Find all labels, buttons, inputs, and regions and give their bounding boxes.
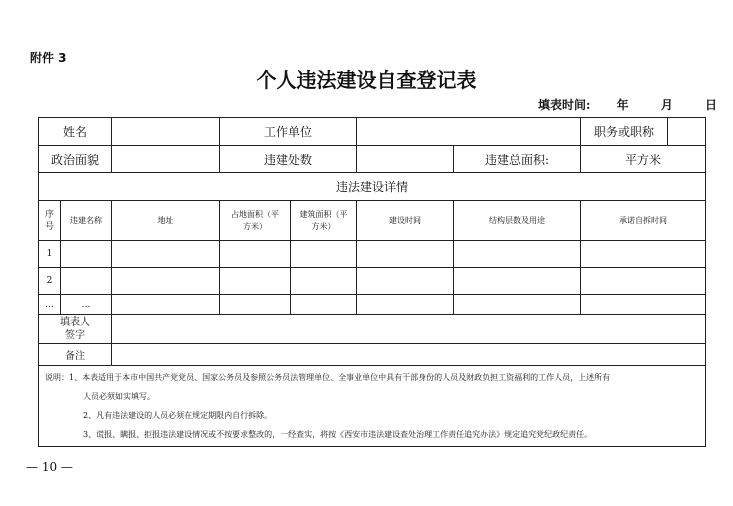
- col-name: 违建名称: [61, 201, 112, 241]
- notes: [39, 366, 706, 447]
- signer-field[interactable]: [112, 315, 706, 344]
- position-label: 职务或职称: [581, 118, 668, 145]
- table-row: [39, 295, 706, 315]
- col-build-time: 建设时间: [357, 201, 454, 241]
- row-name[interactable]: …: [61, 295, 112, 315]
- remarks-field[interactable]: [112, 344, 706, 366]
- row-demolish-time[interactable]: [581, 241, 706, 268]
- political-status-field[interactable]: [112, 146, 220, 173]
- row-build-time[interactable]: [357, 295, 454, 315]
- col-land-area: 占地面积（平方米）: [220, 201, 291, 241]
- row-address[interactable]: [112, 241, 220, 268]
- work-unit-label: 工作单位: [220, 118, 357, 146]
- row-build-time[interactable]: [357, 268, 454, 295]
- total-area-field[interactable]: 平方米: [581, 146, 706, 173]
- col-floor-area: 建筑面积（平方米）: [291, 201, 357, 241]
- note-1: 说明：1、本表适用于本市中国共产党党员、国家公务员及参照公务员法管理单位、全事业单位中具有干部身份的人员及财政负担工资福利的工作人员，上述所有: [45, 373, 611, 382]
- row-seq: …: [39, 295, 61, 315]
- registration-table: [38, 117, 706, 447]
- row-land-area[interactable]: [220, 295, 291, 315]
- position-field[interactable]: [668, 118, 705, 145]
- row-structure[interactable]: [454, 295, 581, 315]
- col-address: 地址: [112, 201, 220, 241]
- row-seq: 1: [39, 241, 61, 268]
- row-structure[interactable]: [454, 241, 581, 268]
- row-floor-area[interactable]: [291, 268, 357, 295]
- total-area-label: 违建总面积:: [454, 146, 581, 173]
- table-row: [39, 241, 706, 268]
- position-cell: [581, 118, 706, 146]
- row-name[interactable]: [61, 241, 112, 268]
- fill-time-day: 日: [705, 98, 718, 112]
- row-address[interactable]: [112, 268, 220, 295]
- form-title: 个人违法建设自查登记表: [256, 68, 477, 92]
- table-row: [39, 268, 706, 295]
- remarks-label: 备注: [39, 344, 112, 366]
- fill-time-year: 年: [616, 98, 629, 112]
- row-structure[interactable]: [454, 268, 581, 295]
- fill-time-month: 月: [660, 98, 673, 112]
- political-status-label: 政治面貌: [39, 146, 112, 173]
- row-address[interactable]: [112, 295, 220, 315]
- row-demolish-time[interactable]: [581, 268, 706, 295]
- row-floor-area[interactable]: [291, 241, 357, 268]
- row-demolish-time[interactable]: [581, 295, 706, 315]
- note-1-cont: 人员必须如实填写。: [83, 392, 155, 401]
- work-unit-field[interactable]: [357, 118, 581, 146]
- col-structure: 结构层数及用途: [454, 201, 581, 241]
- violation-count-label: 违建处数: [220, 146, 357, 173]
- col-seq: 序号: [39, 201, 61, 241]
- signer-label: 填表人签字: [39, 315, 112, 344]
- fill-time-label: 填表时间:: [538, 98, 591, 112]
- name-field[interactable]: [112, 118, 220, 146]
- page-number: — 10 —: [26, 460, 73, 474]
- row-land-area[interactable]: [220, 241, 291, 268]
- details-title: 违法建设详情: [39, 173, 706, 201]
- col-demolish-time: 承诺自拆时间: [581, 201, 706, 241]
- row-floor-area[interactable]: [291, 295, 357, 315]
- name-label: 姓名: [39, 118, 112, 146]
- row-seq: 2: [39, 268, 61, 295]
- fill-time: [538, 96, 717, 113]
- attachment-label: 附件 3: [30, 51, 67, 65]
- note-2: 2、凡有违法建设的人员必须在规定期限内自行拆除。: [83, 411, 273, 420]
- row-land-area[interactable]: [220, 268, 291, 295]
- row-name[interactable]: [61, 268, 112, 295]
- violation-count-field[interactable]: [357, 146, 454, 173]
- row-build-time[interactable]: [357, 241, 454, 268]
- note-3: 3、谎报、瞒报、拒报违法建设情况或不按要求整改的，一经查实，将按《西安市违法建设查处治理工作责任追究办法》规定追究党纪政纪责任。: [83, 430, 593, 439]
